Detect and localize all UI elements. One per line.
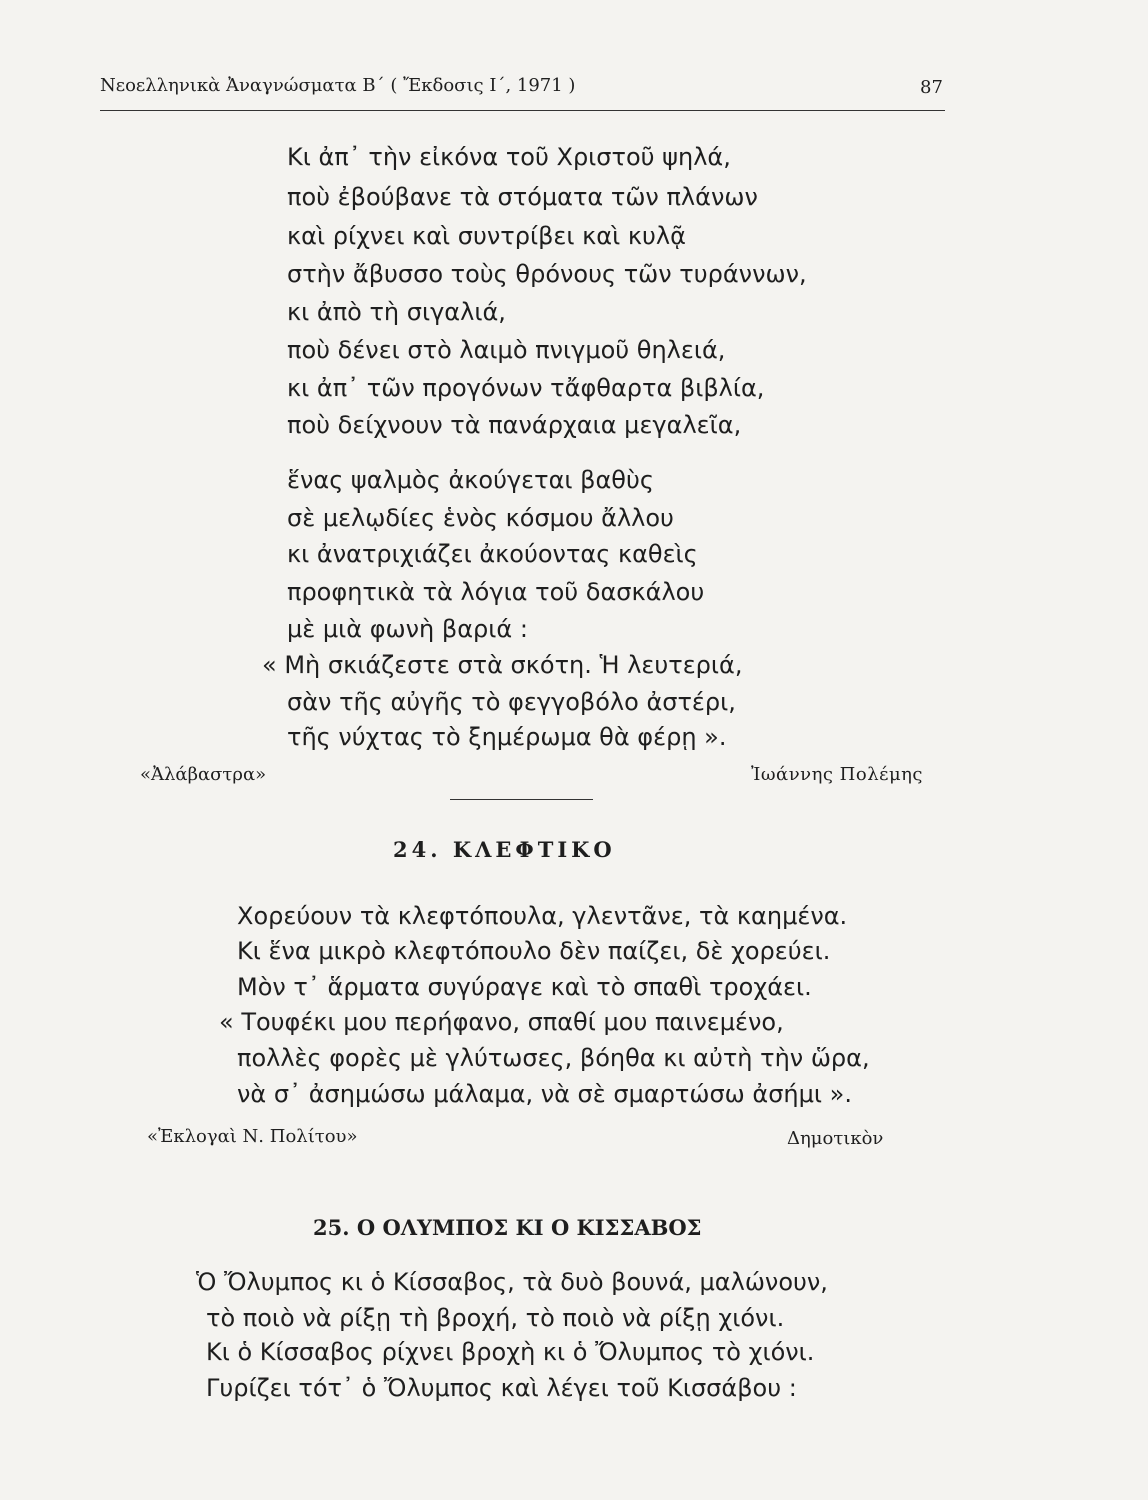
poem-line: τῆς νύχτας τὸ ξημέρωμα θὰ φέρῃ ». — [287, 723, 727, 751]
poem-line: ποὺ ἐβούβανε τὰ στόματα τῶν πλάνων — [287, 183, 758, 211]
header-rule — [100, 110, 945, 111]
poem-line: « Τουφέκι μου περήφανο, σπαθί μου παινεμένο, — [219, 1008, 784, 1036]
author-name: Δημοτικὸν — [787, 1128, 884, 1149]
poem-line: κι ἀπὸ τὴ σιγαλιά, — [287, 298, 506, 326]
poem-line: νὰ σ᾿ ἀσημώσω μάλαμα, νὰ σὲ σμαρτώσω ἀσήμι ». — [237, 1080, 852, 1108]
poem-line: Κι ἕνα μικρὸ κλεφτόπουλο δὲν παίζει, δὲ χορεύει. — [237, 937, 831, 965]
section-heading: 25. Ο ΟΛΥΜΠΟΣ ΚΙ Ο ΚΙΣΣΑΒΟΣ — [313, 1215, 702, 1240]
poem-line: Κι ἀπ᾿ τὴν εἰκόνα τοῦ Χριστοῦ ψηλά, — [287, 143, 731, 171]
poem-line: ἕνας ψαλμὸς ἀκούγεται βαθὺς — [287, 466, 654, 494]
source-citation: «Ἀλάβαστρα» — [140, 764, 267, 785]
poem-line: καὶ ρίχνει καὶ συντρίβει καὶ κυλᾷ — [287, 222, 686, 250]
poem-line: προφητικὰ τὰ λόγια τοῦ δασκάλου — [287, 578, 705, 606]
poem-line: « Μὴ σκιάζεστε στὰ σκότη. Ἡ λευτεριά, — [262, 651, 743, 679]
running-header-title: Νεοελληνικὰ Ἀναγνώσματα Β΄ ( Ἔκδοσις Ι΄, 1971 ) — [100, 75, 576, 96]
page-number: 87 — [920, 77, 943, 98]
poem-line: Κι ὁ Κίσσαβος ρίχνει βροχὴ κι ὁ Ὄλυμπος τὸ χιόνι. — [206, 1338, 815, 1366]
poem-line: Χορεύουν τὰ κλεφτόπουλα, γλεντᾶνε, τὰ καημένα. — [237, 902, 848, 930]
poem-line: Μὸν τ᾿ ἅρματα συγύραγε καὶ τὸ σπαθὶ τροχάει. — [237, 973, 812, 1001]
poem-line: τὸ ποιὸ νὰ ρίξῃ τὴ βροχή, τὸ ποιὸ νὰ ρίξῃ χιόνι. — [206, 1304, 785, 1332]
poem-line: κι ἀπ᾿ τῶν προγόνων τἄφθαρτα βιβλία, — [287, 374, 765, 402]
author-name: Ἰωάννης Πολέμης — [751, 764, 924, 785]
poem-line: στὴν ἄβυσσο τοὺς θρόνους τῶν τυράννων, — [287, 260, 807, 288]
poem-line: σὰν τῆς αὐγῆς τὸ φεγγοβόλο ἀστέρι, — [287, 688, 736, 716]
poem-line: Ὁ Ὄλυμπος κι ὁ Κίσσαβος, τὰ δυὸ βουνά, μαλώνουν, — [196, 1268, 828, 1296]
poem-line: ποὺ δένει στὸ λαιμὸ πνιγμοῦ θηλειά, — [287, 336, 726, 364]
poem-line: ποὺ δείχνουν τὰ πανάρχαια μεγαλεῖα, — [287, 411, 742, 439]
poem-line: μὲ μιὰ φωνὴ βαριά : — [287, 615, 528, 643]
poem-line: κι ἀνατριχιάζει ἀκούοντας καθεὶς — [287, 540, 698, 568]
poem-line: σὲ μελῳδίες ἑνὸς κόσμου ἄλλου — [287, 504, 674, 532]
poem-line: πολλὲς φορὲς μὲ γλύτωσες, βόηθα κι αὐτὴ τὴν ὥρα, — [237, 1044, 870, 1072]
section-separator — [450, 799, 593, 800]
section-heading: 24. ΚΛΕΦΤΙΚΟ — [393, 837, 616, 862]
source-citation: «Ἐκλογαὶ Ν. Πολίτου» — [147, 1126, 358, 1147]
poem-line: Γυρίζει τότ᾿ ὁ Ὄλυμπος καὶ λέγει τοῦ Κισσάβου : — [206, 1374, 797, 1402]
